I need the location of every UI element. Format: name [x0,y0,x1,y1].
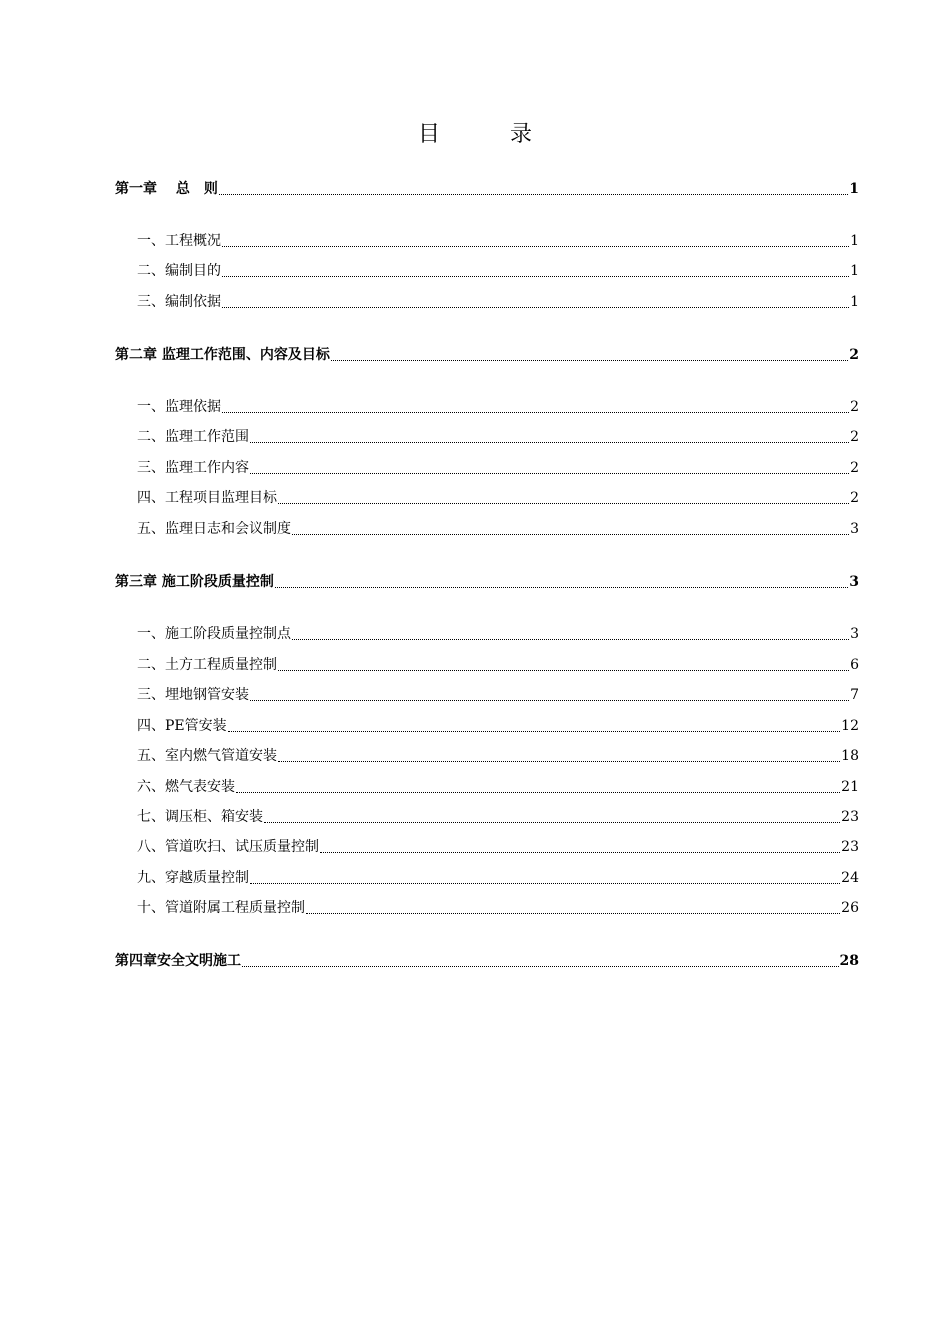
toc-section-label: 九、穿越质量控制 [137,870,249,886]
toc-chapter-label: 第一章 总 则 [115,181,218,197]
toc-section-label: 七、调压柜、箱安装 [137,809,263,825]
toc-chapter-label: 第三章 施工阶段质量控制 [115,574,274,590]
toc-dot-leader [222,246,849,247]
toc-section-label: 八、管道吹扫、试压质量控制 [137,839,319,855]
toc-section-1-1[interactable] [137,230,859,252]
toc-section-label: 三、埋地钢管安装 [137,687,249,703]
toc-page-number: 6 [850,657,859,673]
toc-chapter-label: 第二章 监理工作范围、内容及目标 [115,347,330,363]
toc-page-number: 2 [850,399,859,415]
toc-page-number: 23 [841,809,859,825]
toc-chapter-4[interactable] [115,950,859,972]
toc-page-number: 7 [850,687,859,703]
toc-dot-leader [320,852,840,853]
toc-chapter-1[interactable] [115,178,859,200]
toc-dot-leader [250,442,849,443]
toc-page-number: 18 [841,748,859,764]
toc-page-number: 12 [841,718,859,734]
toc-page-number: 1 [850,233,859,249]
toc-section-3-7[interactable] [137,806,859,828]
toc-dot-leader [250,473,849,474]
toc-page-number: 2 [849,347,859,363]
toc-page-number: 3 [850,626,859,642]
toc-section-label: 六、燃气表安装 [137,779,235,795]
toc-section-label: 二、编制目的 [137,263,221,279]
toc-section-label: 一、施工阶段质量控制点 [137,626,291,642]
toc-section-3-8[interactable] [137,836,859,858]
toc-dot-leader [228,731,841,732]
toc-dot-leader [292,534,849,535]
toc-dot-leader [219,194,848,195]
toc-section-3-4[interactable] [137,715,859,737]
toc-page-number: 2 [850,429,859,445]
toc-section-label: 五、室内燃气管道安装 [137,748,277,764]
toc-dot-leader [264,822,840,823]
toc-section-3-5[interactable] [137,745,859,767]
toc-page-number: 1 [849,181,859,197]
toc-section-1-3[interactable] [137,291,859,313]
toc-title: 目 录 [417,122,556,147]
toc-section-2-1[interactable] [137,396,859,418]
toc-section-label: 十、管道附属工程质量控制 [137,900,305,916]
toc-dot-leader [250,883,840,884]
toc-page-number: 2 [850,460,859,476]
toc-section-label: 三、编制依据 [137,294,221,310]
toc-dot-leader [331,360,848,361]
toc-section-label: 五、监理日志和会议制度 [137,521,291,537]
toc-section-label: 四、工程项目监理目标 [137,490,277,506]
toc-chapter-label: 第四章安全文明施工 [115,953,241,969]
toc-page-number: 3 [850,521,859,537]
toc-page-number: 26 [841,900,859,916]
toc-dot-leader [250,700,849,701]
toc-section-label: 一、监理依据 [137,399,221,415]
toc-chapter-3[interactable] [115,571,859,593]
toc-section-label: 三、监理工作内容 [137,460,249,476]
toc-page-number: 1 [850,263,859,279]
toc-dot-leader [278,503,849,504]
toc-dot-leader [275,587,848,588]
toc-dot-leader [222,276,849,277]
toc-section-label: 二、监理工作范围 [137,429,249,445]
toc-page-number: 21 [841,779,859,795]
toc-section-3-10[interactable] [137,897,859,919]
toc-section-3-2[interactable] [137,654,859,676]
toc-dot-leader [222,307,849,308]
toc-section-3-6[interactable] [137,776,859,798]
toc-dot-leader [278,670,849,671]
toc-section-2-5[interactable] [137,518,859,540]
toc-section-label: 二、土方工程质量控制 [137,657,277,673]
toc-dot-leader [292,639,849,640]
toc-dot-leader [278,761,840,762]
toc-section-1-2[interactable] [137,260,859,282]
toc-section-label: 四、PE管安装 [137,718,227,734]
toc-dot-leader [242,966,839,967]
toc-page-number: 23 [841,839,859,855]
toc-page-number: 1 [850,294,859,310]
toc-page-number: 3 [849,574,859,590]
toc-section-2-2[interactable] [137,426,859,448]
toc-section-3-9[interactable] [137,867,859,889]
toc-page-number: 2 [850,490,859,506]
toc-chapter-2[interactable] [115,344,859,366]
toc-dot-leader [306,913,840,914]
toc-dot-leader [236,792,840,793]
toc-section-3-1[interactable] [137,623,859,645]
toc-page-number: 24 [841,870,859,886]
toc-page-number: 28 [839,953,859,969]
toc-section-2-4[interactable] [137,487,859,509]
toc-section-3-3[interactable] [137,684,859,706]
toc-section-2-3[interactable] [137,457,859,479]
toc-dot-leader [222,412,849,413]
toc-section-label: 一、工程概况 [137,233,221,249]
